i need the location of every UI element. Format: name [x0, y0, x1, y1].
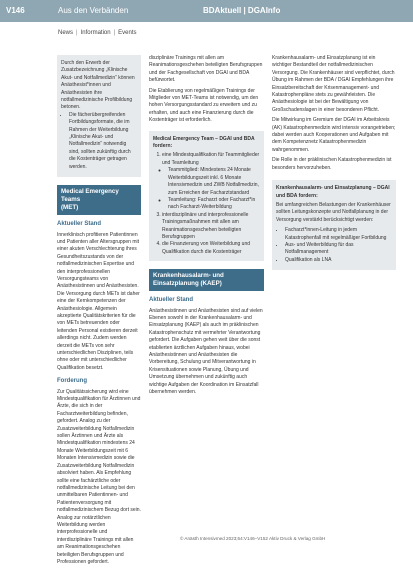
paragraph: Zur Qualitätssicherung wird eine Mindestqualifikation für Ärztinnen und Ärzte, die sich in der Facharztweiterbildung befinden, gefordert. Analog zu der Zusatzweiterbildung Notfallmedizin sollen Ärztinnen und Ärzte als Mindestqualifikation mindestens 24 Monate Weiterbildungszeit mit 6 Monaten Intensivmedizin sowie die Zusatzweiterbildung Notfallmedizin absolviert haben. Als Empfehlung sollte eine fachärztliche oder notfallmedizinische Leitung bei den unmittelbaren Patientinnen- und Patientenversorgung mit notfallmedizinischem Bezug dort sein. Analog zur notärztlichen Weiterbildung werden interprofessionelle und interdisziplinäre Trainings mit allen am Reanimationsgeschehen beteiligten Berufsgruppen und Professionen gefordert. [57, 388, 141, 565]
footer-citation: © Anästh Intensivmed 2023;64:V146–V152 Aktiv Druck & Verlag GmbH [180, 536, 326, 541]
kaep-demands-box [272, 180, 396, 270]
subheading-status: Aktueller Stand [57, 221, 102, 228]
intro-bullet: • Die fächerübergreifenden Fortbildungsformate, die im Rahmen der Weiterbildung „Klinische Akut- und Notfallmedizin“ notwendig sind, sollten zukünftig durch die Kostenträger getragen werden. [69, 112, 137, 171]
list-item: • Facharzt*innen-Leitung in jedem Katastrophenfall mit regelmäßiger Fortbildung [285, 227, 392, 242]
paragraph: Anästhesistinnen und Anästhesisten sind auf vielen Ebenen sowohl in der Krankenhausalarm- und Einsatzplanung (KAEP) als auch im präklinischen Katastrophenschutz mit vermehrter Verantwortung gefordert. Die Aufgaben gehen weit über die sonst etablierten ärztlichen Aufgaben hinaus, wobei Anästhesistinnen und Anästhesisten die Vorbereitung, Schulung und Mitverantwortung in Krisensituationen sowie Planung, Übung und Umsetzung übernehmen und zukünftig auch wichtige Aufgaben der Koordination im Einsatzfall übernehmen werden. [149, 307, 263, 396]
banner-line-1: Medical Emergency Teams [61, 188, 119, 204]
section-title: Aus den Verbänden [58, 6, 129, 15]
banner-line-2: (MET) [61, 204, 79, 212]
section-banner-met [57, 185, 141, 215]
column-3 [272, 55, 396, 270]
subnav-events[interactable]: Events [118, 30, 137, 36]
column-2 [149, 55, 264, 399]
paragraph: Die Mitwirkung im Gremium der DGAI im Arbeitskreis (AK) Katastrophenmedizin wird intensiv vorangetrieben; dabei werden auch Kooperationen und Aufgaben mit dem Kompetenznetz Katastrophenmedizin wahrgenommen. [272, 117, 396, 153]
brand-title: BDAktuell | DGAInfo [203, 6, 281, 15]
intro-text: Durch den Erwerb der Zusatzbezeichnung „Klinische Akut- und Notfallmedizin“ können Anästhesist*innen und Anästhesisten ihre notfallmedizinische Profilbildung betonen. [61, 60, 135, 111]
box-intro: Bei umfangreichen Belastungen der Krankenhäuser sollten Leitungskonzepte und Notfallplanung in der Versorgung verstärkt berücksichtigt werden: [276, 201, 391, 223]
met-demands-box [149, 131, 264, 262]
box-title: Krankenhausalarm- und Einsatzplanung – DGAI und BDA fordern: [276, 185, 390, 199]
paragraph: Innerklinisch profitieren Patientinnen und Patienten aller Altersgruppen mit einer akuten Verschlechterung ihres Gesundheitszustands von der notfallmedizinischen Expertise und den interprofessionellen Versorgungsteams von Anästhesistinnen und Anästhesisten. Die Versorgung durch METs ist daher eine der Kernkompetenzen der Anästhesiologie. Allgemein akzeptierte Qualitätskriterien für die von METs betreuenden oder leitenden Personal existieren derzeit allerdings nicht. Zudem werden derzeit die METs von sehr unterschiedlichen Disziplinen, teils ohne oder mit unterschiedlicher Qualifikation besetzt. [57, 231, 140, 371]
list-item: 4. die Finanzierung von Weiterbildung und Qualifikation durch die Kostenträger [162, 241, 260, 256]
list-item: ◦ Teamleitung: Facharzt oder Facharzt*in nach Facharzt-Weiterbildung [168, 197, 260, 212]
subnav-information[interactable]: Information [80, 30, 111, 36]
box-title: Medical Emergency Team – DGAI und BDA fordern: [153, 135, 255, 150]
list-item [160, 167, 260, 211]
page-number: V146 [6, 6, 25, 15]
header-bar [0, 0, 413, 22]
subnav-news[interactable]: News [58, 30, 74, 36]
section-banner-kaep: Krankenhausalarm- und Einsatzplanung (KAEP) [149, 269, 264, 291]
intro-box [57, 55, 141, 177]
column-1 [57, 55, 141, 569]
paragraph: Die Rolle in der präklinischen Katastrophenmedizin ist besonders hervorzuheben. [272, 157, 392, 171]
list-item: 1. eine Mindestqualifikation für Teammitglieder und Teamleitung [162, 152, 260, 167]
list-item: • Qualifikation als LNA [285, 257, 392, 264]
paragraph: Krankenhausalarm- und Einsatzplanung ist ein wichtiger Bestandteil der notfallmedizinischen Versorgung. Die Krankenhäuser sind verpflichtet, durch Übung im Rahmen der BDA / DGAI Empfehlungen ihre Einsatzbereitschaft der Krisenmanagement- und Katastrophenpläne stets zu gewährleisten. Die Anästhesiologie ist bei der Bewältigung von Großschadenslagen in einer besonderen Pflicht. [272, 55, 395, 113]
paragraph: Die Etablierung von regelmäßigen Trainings der Mitglieder von MET-Teams ist notwendig, um den hohen Versorgungsstandard zu erweitern und zu erhalten, und auch eine Finanzierung durch die Kostenträger ist erforderlich. [149, 87, 259, 124]
list-item: • Aus- und Weiterbildung für das Notfallmanagement [285, 242, 392, 257]
list-item: ◦ Teammitglied: Mindestens 24 Monate Weiterbildungszeit inkl. 6 Monate Intensivmedizin und ZWB Notfallmedizin, zum Erreichen der Facharztstandard [168, 167, 260, 197]
subheading-demand: Forderung [57, 378, 87, 385]
subnav: News | Information | Events [58, 30, 137, 36]
list-item: 3. interdisziplinäre und interprofessionelle Trainingsmaßnahmen mit allen am Reanimationsgeschehen beteiligten Berufsgruppen [162, 212, 260, 242]
paragraph: disziplinäre Trainings mit allen am Reanimationsgeschehen beteiligten Berufsgruppen und der Fachgesellschaft von DGAI und BDA befürwortet. [149, 55, 263, 84]
subheading-status: Aktueller Stand [149, 297, 194, 304]
